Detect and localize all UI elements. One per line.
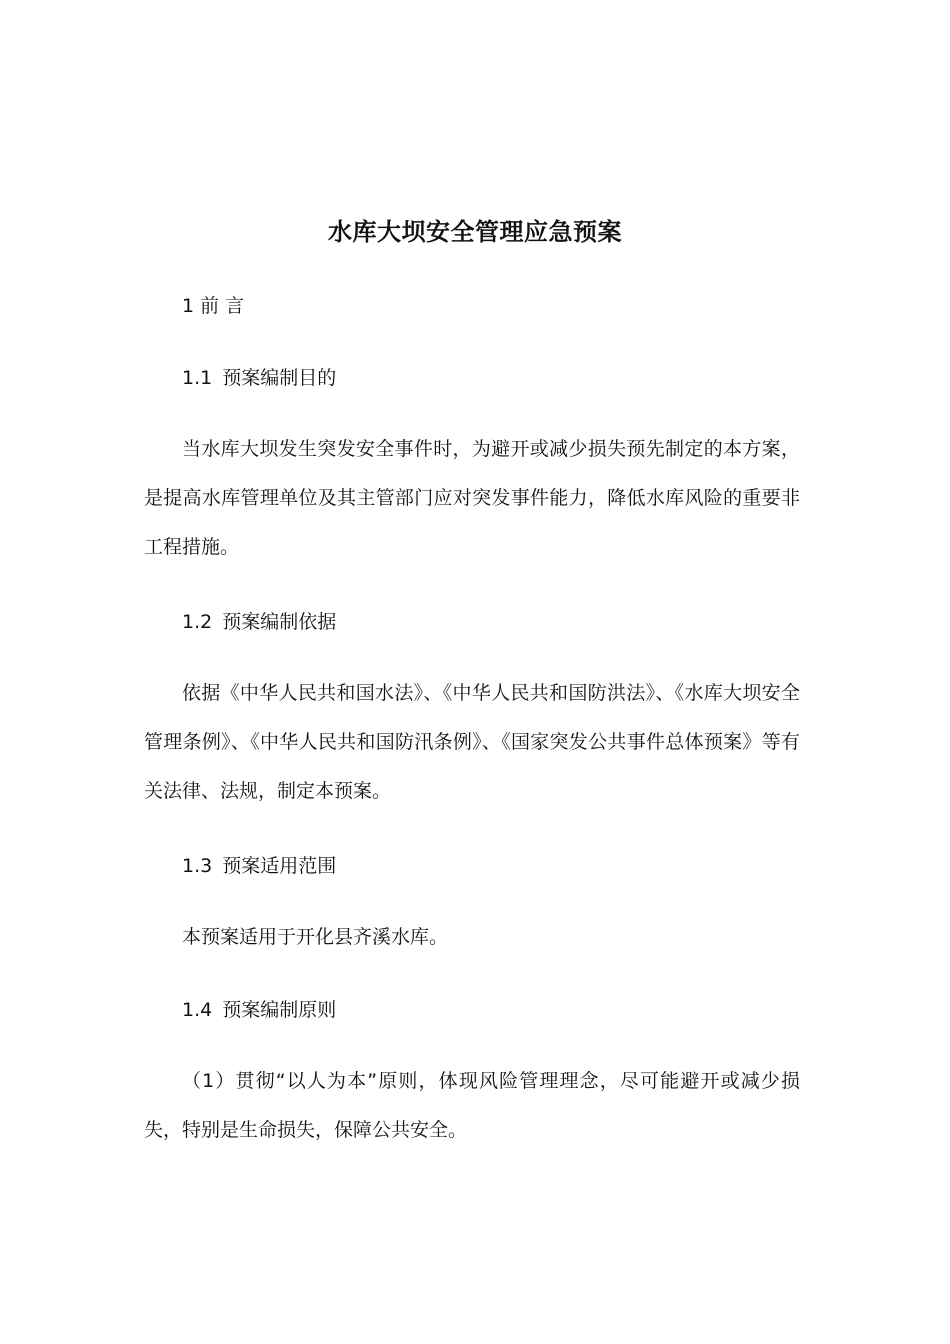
section-heading-1-2 <box>182 608 336 636</box>
section-heading-1-1 <box>182 364 336 392</box>
section-number: 1.1 <box>182 367 213 389</box>
section-heading-1: 1 前 言 <box>182 295 245 317</box>
paragraph-basis: 依据《中华人民共和国水法》、《中华人民共和国防洪法》、《水库大坝安全管理条例》、《中华人民共和国防汛条例》、《国家突发公共事件总体预案》等有关法律、法规，制定本预案。 <box>144 682 800 802</box>
section-title: 预案编制目的 <box>222 367 337 389</box>
section-title: 预案适用范围 <box>222 855 337 877</box>
section-title: 预案编制依据 <box>222 611 337 633</box>
section-title: 预案编制原则 <box>222 999 337 1021</box>
section-number: 1.2 <box>182 611 213 633</box>
paragraph-principle-1: （1）贯彻“以人为本”原则，体现风险管理理念，尽可能避开或减少损失，特别是生命损失，保障公共安全。 <box>144 1070 800 1141</box>
section-number: 1.4 <box>182 999 213 1021</box>
section-heading-1-4 <box>182 996 336 1024</box>
section-number: 1.3 <box>182 855 213 877</box>
section-heading-1-3 <box>182 852 336 880</box>
paragraph-scope: 本预案适用于开化县齐溪水库。 <box>182 926 449 948</box>
paragraph-purpose: 当水库大坝发生突发安全事件时，为避开或减少损失预先制定的本方案，是提高水库管理单位及其主管部门应对突发事件能力，降低水库风险的重要非工程措施。 <box>144 438 800 558</box>
document-title: 水库大坝安全管理应急预案 <box>328 218 622 246</box>
